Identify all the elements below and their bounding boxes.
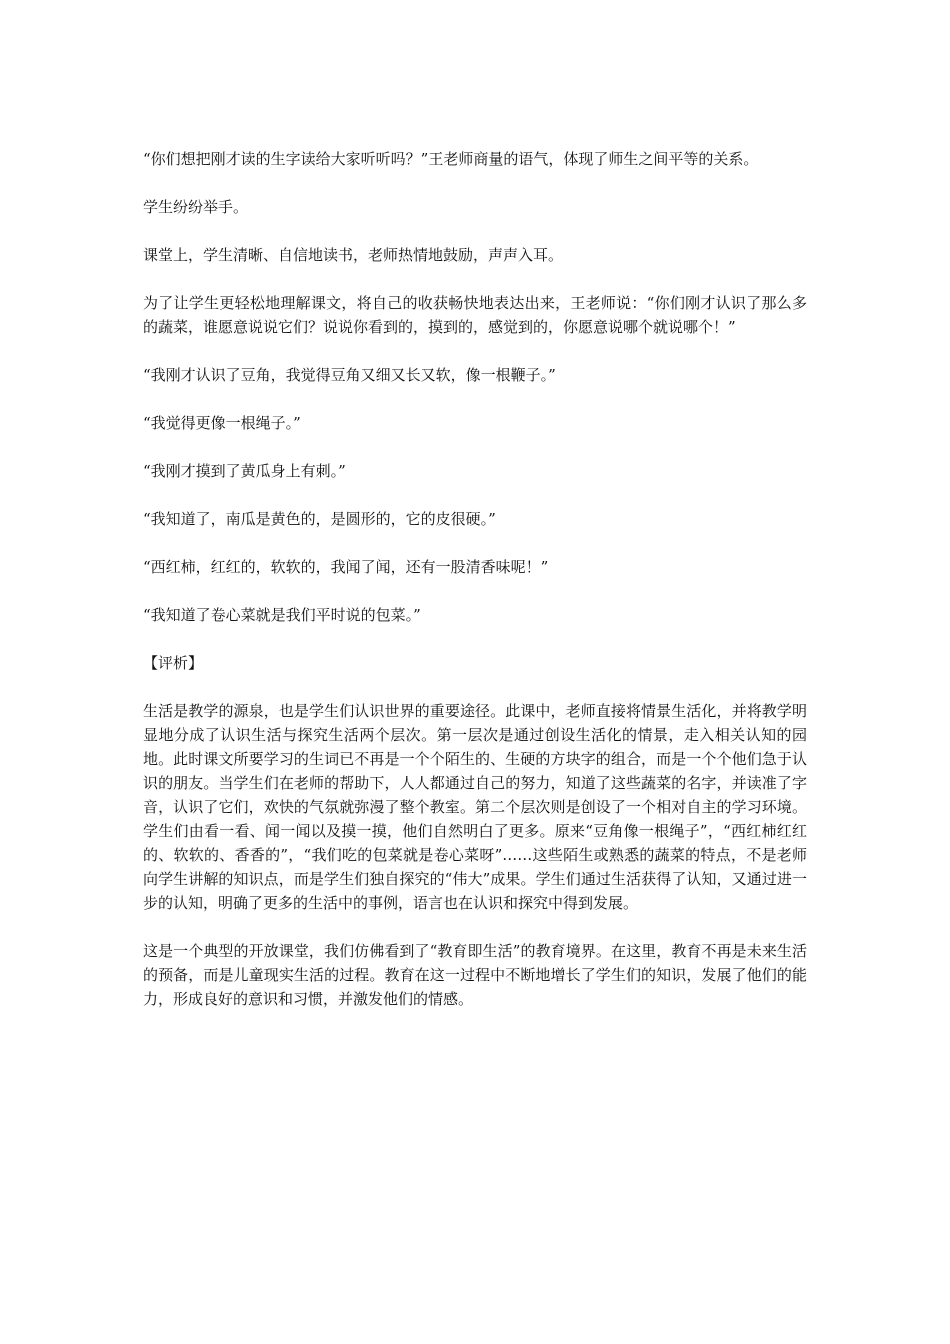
paragraph-student-pumpkin: “我知道了，南瓜是黄色的，是圆形的，它的皮很硬。” [143, 510, 496, 528]
paragraph-teacher-prompt: 为了让学生更轻松地理解课文，将自己的收获畅快地表达出来，王老师说：“你们刚才认识了那么多的蔬菜，谁愿意说说它们？说说你看到的，摸到的，感觉到的，你愿意说哪个就说哪个！” [143, 294, 807, 336]
document-page [143, 147, 807, 1035]
paragraph-teacher-question: “你们想把刚才读的生字读给大家听听吗？”王老师商量的语气，体现了师生之间平等的关系。 [143, 150, 759, 168]
paragraph-student-cucumber: “我刚才摸到了黄瓜身上有刺。” [143, 462, 346, 480]
paragraph-student-beans: “我刚才认识了豆角，我觉得豆角又细又长又软，像一根鞭子。” [143, 366, 556, 384]
paragraph-analysis-conclusion: 这是一个典型的开放课堂，我们仿佛看到了“教育即生活”的教育境界。在这里，教育不再是未来生活的预备，而是儿童现实生活的过程。教育在这一过程中不断地增长了学生们的知识，发展了他们的能力，形成良好的意识和习惯，并激发他们的情感。 [143, 942, 807, 1008]
paragraph-student-cabbage: “我知道了卷心菜就是我们平时说的包菜。” [143, 606, 421, 624]
section-heading-analysis: 【评析】 [143, 654, 204, 672]
paragraph-students-raise-hands: 学生纷纷举手。 [143, 198, 249, 216]
paragraph-student-rope: “我觉得更像一根绳子。” [143, 414, 301, 432]
paragraph-analysis-body: 生活是教学的源泉，也是学生们认识世界的重要途径。此课中，老师直接将情景生活化，并将教学明显地分成了认识生活与探究生活两个层次。第一层次是通过创设生活化的情景，走入相关认知的园地。此时课文所要学习的生词已不再是一个个陌生的、生硬的方块字的组合，而是一个个他们急于认识的朋友。当学生们在老师的帮助下，人人都通过自己的努力，知道了这些蔬菜的名字，并读准了字音，认识了它们，欢快的气氛就弥漫了整个教室。第二个层次则是创设了一个相对自主的学习环境。学生们由看一看、闻一闻以及摸一摸，他们自然明白了更多。原来“豆角像一根绳子”，“西红柿红红的、软软的、香香的”，“我们吃的包菜就是卷心菜呀”……这些陌生或熟悉的蔬菜的特点，不是老师向学生讲解的知识点，而是学生们独自探究的“伟大”成果。学生们通过生活获得了认知，又通过进一步的认知，明确了更多的生活中的事例，语言也在认识和探究中得到发展。 [143, 702, 807, 912]
paragraph-student-tomato: “西红柿，红红的，软软的，我闻了闻，还有一股清香味呢！” [143, 558, 549, 576]
paragraph-classroom-reading: 课堂上，学生清晰、自信地读书，老师热情地鼓励，声声入耳。 [143, 246, 564, 264]
